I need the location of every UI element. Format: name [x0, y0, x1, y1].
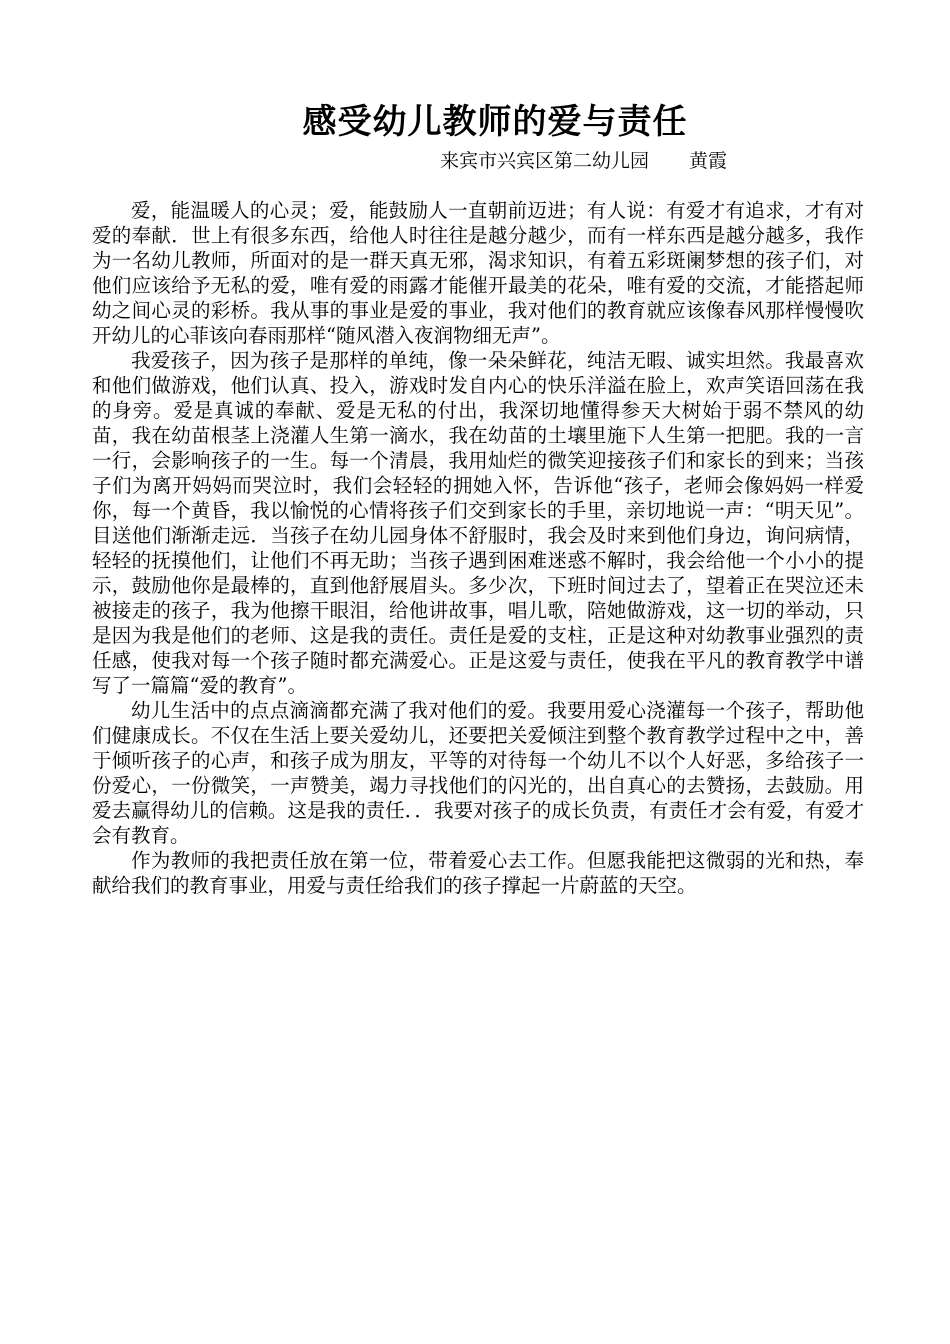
paragraph: 作为教师的我把责任放在第一位，带着爱心去工作。但愿我能把这微弱的光和热，奉献给我们的教育事业，用爱与责任给我们的孩子撑起一片蔚蓝的天空。 — [92, 849, 864, 897]
paragraph: 我爱孩子，因为孩子是那样的单纯，像一朵朵鲜花，纯洁无暇、诚实坦然。我最喜欢和他们做游戏，他们认真、投入，游戏时发自内心的快乐洋溢在脸上，欢声笑语回荡在我的身旁。爱是真诚的奉献、爱是无私的付出，我深切地懂得参天大树始于弱不禁风的幼苗，我在幼苗根茎上浇灌人生第一滴水，我在幼苗的土壤里施下人生第一把肥。我的一言一行，会影响孩子的一生。每一个清晨，我用灿烂的微笑迎接孩子们和家长的到来；当孩子们为离开妈妈而哭泣时，我们会轻轻的拥她入怀，告诉他“孩子，老师会像妈妈一样爱你，每一个黄昏，我以愉悦的心情将孩子们交到家长的手里，亲切地说一声：“明天见”。目送他们渐渐走远．当孩子在幼儿园身体不舒服时，我会及时来到他们身边，询问病情，轻轻的抚摸他们，让他们不再无助；当孩子遇到困难迷惑不解时，我会给他一个小小的提示，鼓励他你是最棒的，直到他舒展眉头。多少次，下班时间过去了，望着正在哭泣还未被接走的孩子，我为他擦干眼泪，给他讲故事，唱儿歌，陪她做游戏，这一切的举动，只是因为我是他们的老师、这是我的责任。责任是爱的支柱，正是这种对幼教事业强烈的责任感，使我对每一个孩子随时都充满爱心。正是这爱与责任，使我在平凡的教育教学中谱写了一篇篇“爱的教育”。 — [92, 349, 864, 697]
document-title: 感受幼儿教师的爱与责任 — [302, 102, 688, 142]
document-body — [92, 198, 864, 898]
byline — [440, 147, 727, 175]
author-name: 黄霞 — [689, 150, 728, 172]
school-name: 来宾市兴宾区第二幼儿园 — [440, 150, 650, 172]
paragraph: 幼儿生活中的点点滴滴都充满了我对他们的爱。我要用爱心浇灌每一个孩子，帮助他们健康成长。不仅在生活上要关爱幼儿，还要把关爱倾注到整个教育教学过程中之中，善于倾听孩子的心声，和孩子成为朋友，平等的对待每一个幼儿不以个人好恶，多给孩子一份爱心，一份微笑，一声赞美，竭力寻找他们的闪光的，出自真心的去赞扬，去鼓励。用爱去赢得幼儿的信赖。这是我的责任．．我要对孩子的成长负责，有责任才会有爱，有爱才会有教育。 — [92, 699, 864, 847]
paragraph: 爱，能温暖人的心灵；爱，能鼓励人一直朝前迈进；有人说：有爱才有追求，才有对爱的奉献．世上有很多东西，给他人时往往是越分越少，而有一样东西是越分越多，我作为一名幼儿教师，所面对的是一群天真无邪，渴求知识，有着五彩斑阑梦想的孩子们，对他们应该给予无私的爱，唯有爱的雨露才能催开最美的花朵，唯有爱的交流，才能搭起师幼之间心灵的彩桥。我从事的事业是爱的事业，我对他们的教育就应该像春风那样慢慢吹开幼儿的心菲该向春雨那样“随风潜入夜润物细无声”。 — [92, 199, 864, 347]
